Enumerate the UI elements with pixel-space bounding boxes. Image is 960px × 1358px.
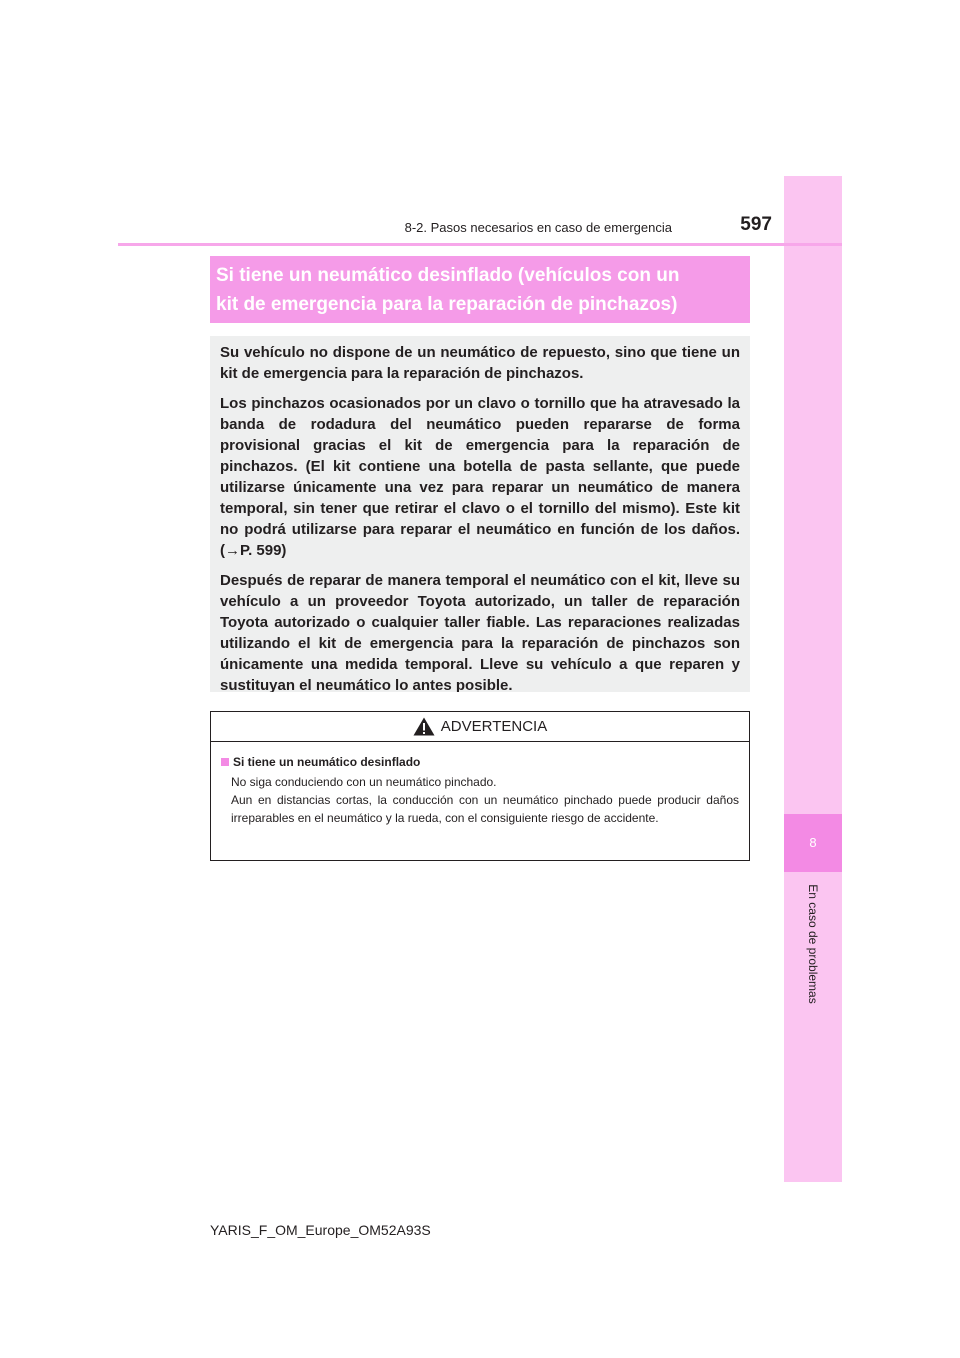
- warning-header: [211, 712, 749, 742]
- intro-box: [210, 336, 750, 692]
- chapter-label: En caso de problemas: [806, 884, 820, 1004]
- footer-code: YARIS_F_OM_Europe_OM52A93S: [210, 1222, 431, 1238]
- warning-subtitle: [221, 753, 739, 771]
- section-heading: 8-2. Pasos necesarios en caso de emergencia: [404, 220, 672, 235]
- warning-line-1: No siga conduciendo con un neumático pinchado.: [231, 775, 497, 789]
- chapter-number-tab: 8: [784, 814, 842, 872]
- header-rule: [118, 243, 842, 246]
- page-number: 597: [740, 214, 772, 235]
- intro-paragraph-1: Su vehículo no dispone de un neumático de repuesto, sino que tiene un kit de emergencia para la reparación de pinchazos.: [220, 344, 740, 382]
- page-title: Si tiene un neumático desinflado (vehículos con un kit de emergencia para la reparación de pinchazos): [210, 256, 750, 323]
- square-bullet-icon: [221, 758, 229, 766]
- intro-paragraph-3: Después de reparar de manera temporal el neumático con el kit, lleve su vehículo a un proveedor Toyota autorizado, un taller de reparación Toyota autorizado o cualquier taller fiable. Las reparaciones realizadas utilizando el kit de emergencia para la reparación de pinchazos son únicamente una medida temporal. Lleve su vehículo a que reparen y sustituyan el neumático lo antes posible.: [220, 572, 740, 692]
- intro-paragraph-2: Los pinchazos ocasionados por un clavo o tornillo que ha atravesado la banda de rodadura del neumático pueden repararse de forma provisional gracias el kit de emergencia para la reparación de pinchazos. (El kit contiene una botella de pasta sellante, que puede utilizarse únicamente una vez para reparar un neumático de manera temporal, sin tener que retirar el clavo o el tornillo del mismo). Este kit no podrá utilizarse para reparar el neumático en función de los daños. (→P. 599): [220, 395, 740, 559]
- warning-body: [211, 742, 749, 827]
- warning-triangle-icon: [413, 717, 435, 736]
- warning-line-2: Aun en distancias cortas, la conducción con un neumático pinchado puede producir daños irreparables en el neumático y la rueda, con el consiguiente riesgo de accidente.: [231, 793, 739, 825]
- side-tab: [784, 176, 842, 1182]
- warning-title: ADVERTENCIA: [440, 718, 548, 735]
- warning-subtitle-text: Si tiene un neumático desinflado: [233, 755, 421, 769]
- warning-box: [210, 711, 750, 861]
